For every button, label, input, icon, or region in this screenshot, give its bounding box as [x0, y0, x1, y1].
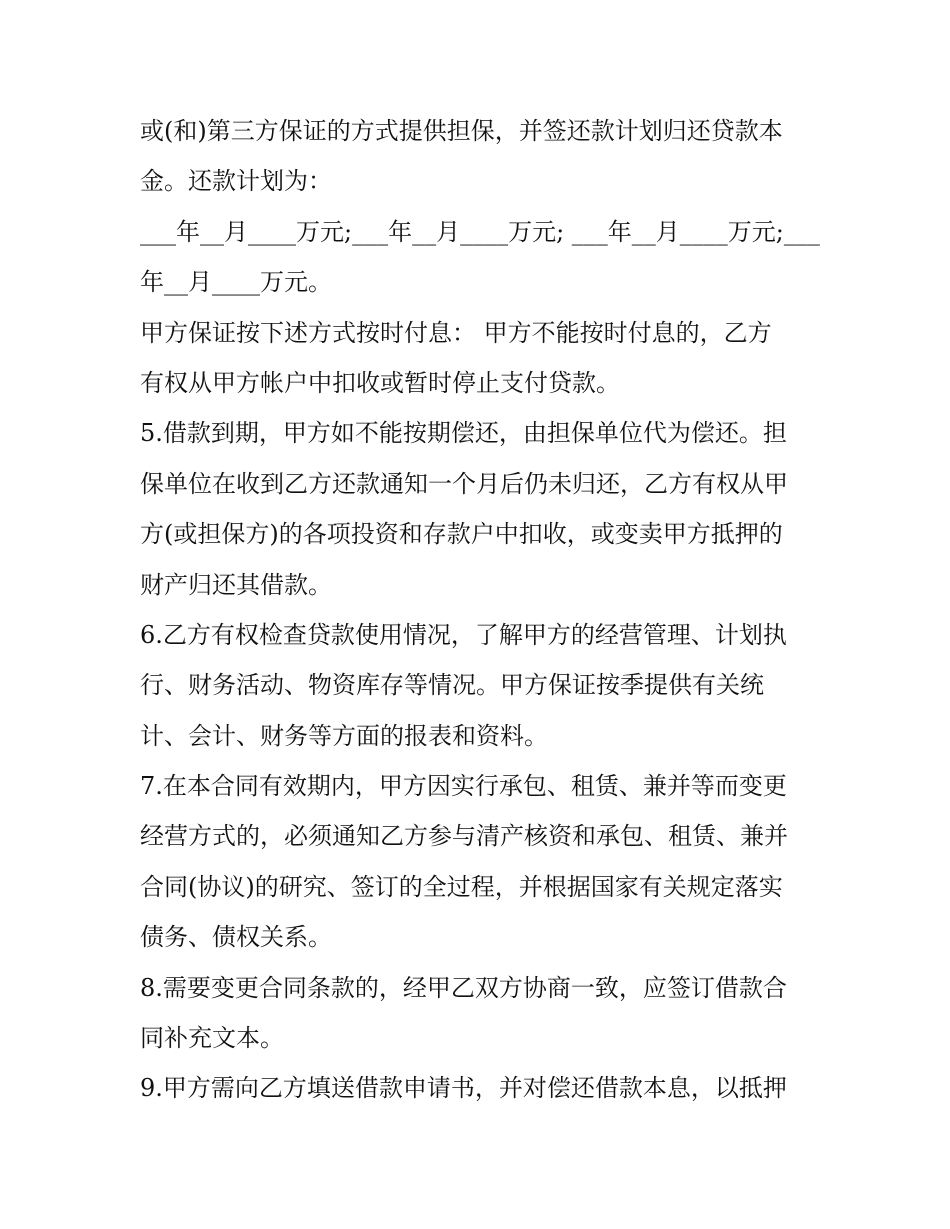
text-line: 方(或担保方)的各项投资和存款户中扣收，或变卖甲方抵押的 [140, 520, 783, 549]
text-line: 6.乙方有权检查贷款使用情况，了解甲方的经营管理、计划执 [140, 620, 787, 649]
text-line: 计、会计、财务等方面的报表和资料。 [140, 721, 548, 750]
contract-body-text [140, 106, 820, 1114]
text-line: 或(和)第三方保证的方式提供担保，并签还款计划归还贷款本 [140, 117, 783, 145]
text-line: 8.需要变更合同条款的，经甲乙双方协商一致，应签订借款合 [140, 973, 787, 1002]
text-line: 债务、债权关系。 [140, 923, 332, 952]
text-line: 金。还款计划为： [140, 167, 332, 196]
text-line: 有权从甲方帐户中扣收或暂时停止支付贷款。 [140, 368, 620, 397]
text-line: 保单位在收到乙方还款通知一个月后仍未归还，乙方有权从甲 [140, 469, 788, 498]
text-line: ___年__月____万元;___年__月____万元; ___年__月____万元;___ [140, 217, 820, 246]
text-line: 9.甲方需向乙方填送借款申请书，并对偿还借款本息，以抵押 [140, 1074, 787, 1103]
text-line: 财产归还其借款。 [140, 570, 332, 599]
text-line: 合同(协议)的研究、签订的全过程，并根据国家有关规定落实 [140, 872, 783, 901]
text-line: 5.借款到期，甲方如不能按期偿还，由担保单位代为偿还。担 [140, 419, 787, 448]
text-line: 年__月____万元。 [140, 268, 332, 297]
text-line: 行、财务活动、物资库存等情况。甲方保证按季提供有关统 [140, 671, 764, 700]
text-line: 同补充文本。 [140, 1024, 284, 1053]
text-line: 7.在本合同有效期内，甲方因实行承包、租赁、兼并等而变更 [140, 772, 787, 801]
text-line: 甲方保证按下述方式按时付息： 甲方不能按时付息的，乙方 [140, 318, 772, 347]
text-line: 经营方式的，必须通知乙方参与清产核资和承包、租赁、兼并 [140, 822, 788, 851]
